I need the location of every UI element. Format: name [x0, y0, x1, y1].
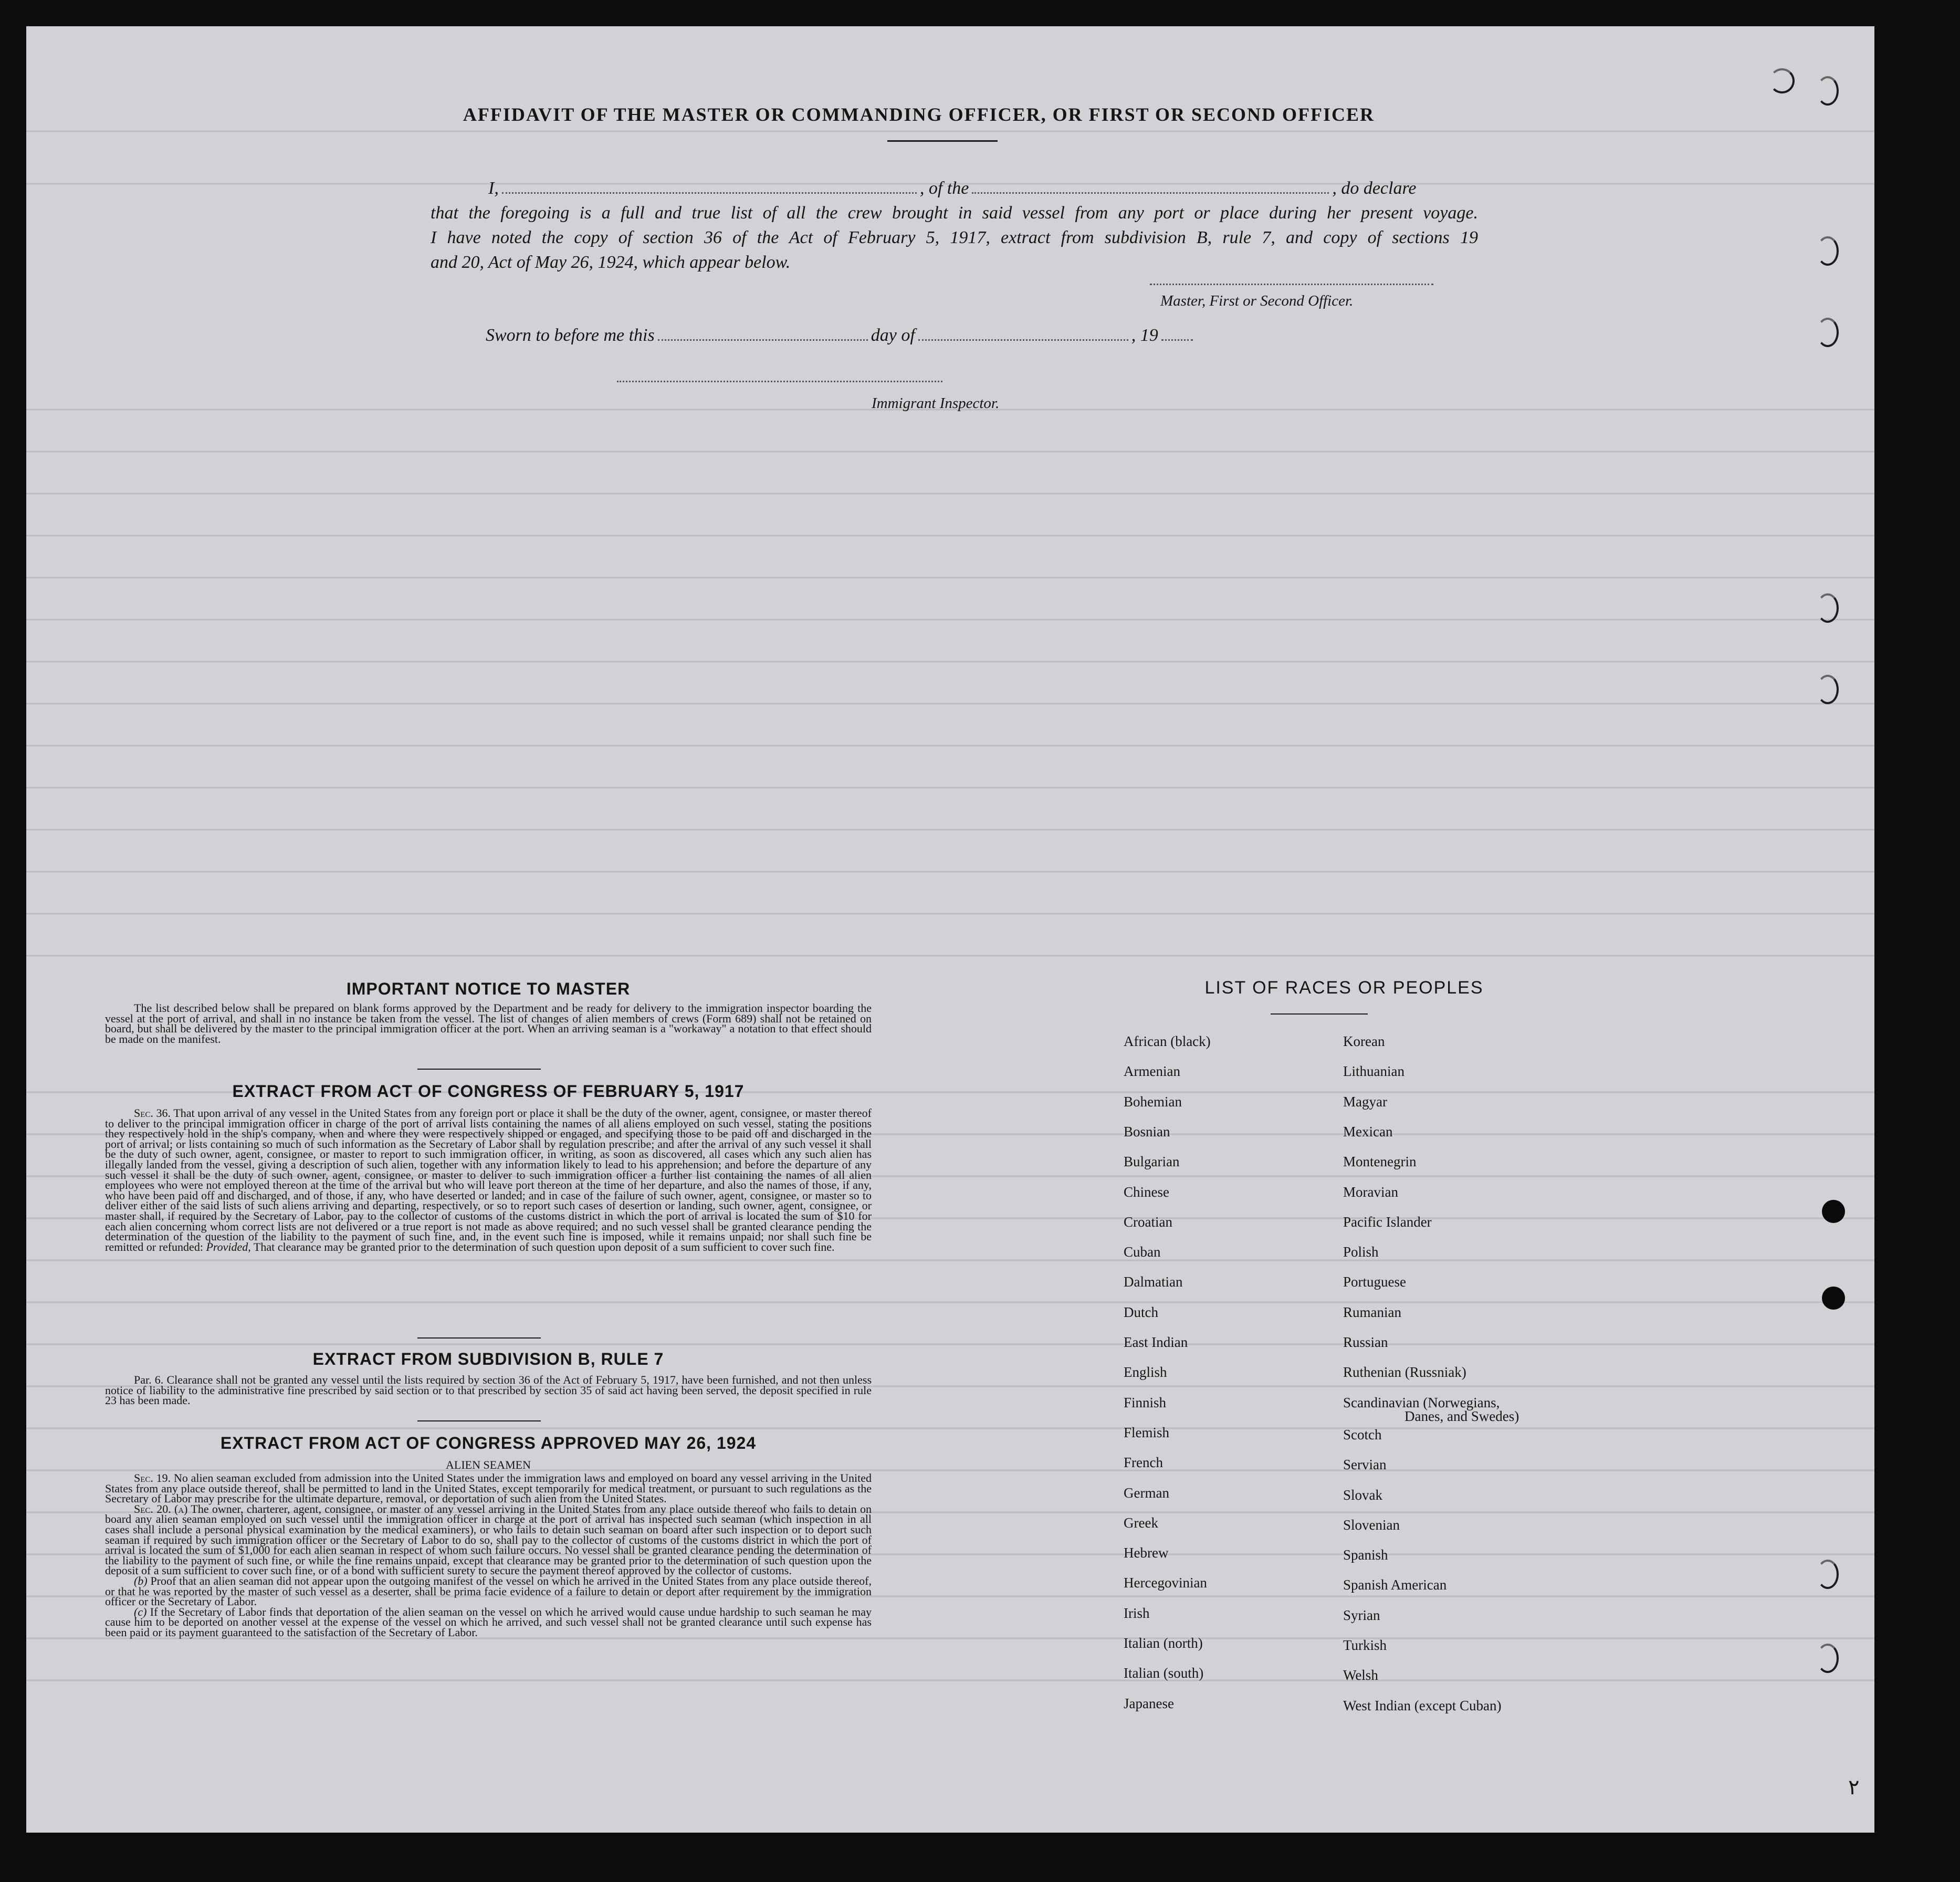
affidavit-of-the: , of the: [919, 179, 969, 198]
race-item: Korean: [1343, 1033, 1385, 1049]
race-continuation: Danes, and Swedes): [1405, 1408, 1519, 1424]
race-item: Finnish: [1124, 1395, 1167, 1410]
alien-seamen-subtitle: ALIEN SEAMEN: [446, 1458, 531, 1471]
race-item: Welsh: [1343, 1667, 1378, 1683]
race-item: Cuban: [1124, 1244, 1161, 1260]
race-item: Slovak: [1343, 1487, 1383, 1503]
race-item: Magyar: [1343, 1094, 1387, 1110]
affidavit-line-1: [431, 176, 1478, 201]
binder-hole: [1769, 68, 1795, 93]
provided-label: Provided,: [206, 1240, 251, 1253]
race-item: Servian: [1343, 1457, 1387, 1472]
binder-hole: [1817, 236, 1839, 266]
provided-text: That clearance may be granted prior to the determination of such question upon deposit of a sum sufficient to cover such fine.: [253, 1240, 835, 1253]
race-item: Polish: [1343, 1244, 1379, 1260]
extract-1917-title: EXTRACT FROM ACT OF CONGRESS OF FEBRUARY 5, 1917: [232, 1082, 745, 1101]
race-item: Italian (south): [1124, 1665, 1204, 1681]
binder-hole: [1817, 593, 1839, 623]
race-item: Russian: [1343, 1334, 1388, 1350]
race-item: Lithuanian: [1343, 1063, 1405, 1079]
race-item: Bosnian: [1124, 1124, 1170, 1139]
binder-hole: [1817, 318, 1839, 347]
affidavit-title: AFFIDAVIT OF THE MASTER OR COMMANDING OFFICER, OR FIRST OR SECOND OFFICER: [463, 104, 1375, 125]
race-item: African (black): [1124, 1033, 1211, 1049]
affidavit-i: I,: [488, 179, 499, 198]
sec20a-text: The owner, charterer, agent, consignee, or master of any vessel arriving in the United States from any place outside thereof who fails to detain on board any alien seaman employed on such vessel until the immigration officer in charge at the port of arrival has inspected such seaman (which inspection in all cases shall include a personal physical examination by the medical examiners), or who fails to detain such seaman on board after such inspection or to deport such seaman if required by such immigration officer or the Secretary of Labor to do so, shall pay to the collector of customs of the customs district in which the port of arrival is located the sum of $1,000 for each alien seaman in respect of whom such failure occurs. No vessel shall be granted clearance pending the determination of the liability to the payment of such fine, or while the fine remains unpaid, except that clearance may be granted prior to the determination of such question upon the deposit of a sum sufficient to cover such fine, or of a bond with sufficient surety to secure the payment thereof approved by the collector of customs.: [105, 1502, 872, 1577]
race-item: Japanese: [1124, 1696, 1174, 1711]
inspector-signature-blank[interactable]: [617, 381, 942, 382]
sec20b-text: Proof that an alien seaman did not appear upon the outgoing manifest of the vessel on which he arrived in the United States from any place outside thereof, or that he was reported by the master of such vessel as a deserter, shall be prima facie evidence of a failure to detain or deport after requirement by the immigration officer or the Secretary of Labor.: [105, 1574, 872, 1608]
race-item: Slovenian: [1343, 1517, 1400, 1533]
races-underline: [1271, 1013, 1368, 1015]
race-item: Bulgarian: [1124, 1154, 1180, 1169]
race-item: Italian (north): [1124, 1635, 1203, 1651]
affidavit-line-2: that the foregoing is a full and true list of all the crew brought in said vessel from any port or place during her present voyage.: [431, 203, 1478, 223]
binder-hole-punched: [1822, 1287, 1845, 1310]
inspector-label: Immigrant Inspector.: [872, 395, 1000, 412]
sec19-label: Sec. 19.: [134, 1471, 171, 1484]
race-item: Chinese: [1124, 1184, 1169, 1200]
race-item: West Indian (except Cuban): [1343, 1698, 1502, 1713]
race-item: Moravian: [1343, 1184, 1398, 1200]
race-item: Dalmatian: [1124, 1274, 1183, 1290]
rule7-text: [105, 1375, 872, 1406]
race-item: English: [1124, 1364, 1167, 1380]
race-item: Turkish: [1343, 1637, 1387, 1653]
race-item: Dutch: [1124, 1304, 1158, 1320]
race-item: Bohemian: [1124, 1094, 1182, 1110]
sec36-label: Sec. 36.: [134, 1106, 171, 1120]
races-title: LIST OF RACES OR PEOPLES: [1204, 978, 1484, 998]
sec20a-label: Sec. 20. (a): [134, 1502, 188, 1515]
race-item: Greek: [1124, 1515, 1158, 1531]
notice-title: IMPORTANT NOTICE TO MASTER: [346, 979, 631, 998]
vessel-blank[interactable]: [972, 192, 1329, 194]
race-item: Mexican: [1343, 1124, 1393, 1139]
sec19-text: No alien seaman excluded from admission into the United States under the immigration laws and employed on board any vessel arriving in the United States from any place outside thereof, shall be permitted to land in the United States, except temporarily for medical treatment, or pursuant to such regulations as the Secretary of Labor may prescribe for the ultimate departure, removal, or deportation of such alien from the United States.: [105, 1471, 872, 1505]
notice-paragraph: The list described below shall be prepared on blank forms approved by the Department and be ready for delivery to the immigration inspector boarding the vessel at the port of arrival, and shall in no instance be taken from the vessel. The list of changes of alien members of crews (Form 689) shall not be retained on board, but shall be delivered by the master to the principal immigration officer at the port. When an arriving seaman is a "workaway" a notation to that effect should be made on the manifest.: [105, 1001, 872, 1045]
race-item: Hercegovinian: [1124, 1575, 1207, 1591]
binder-hole: [1817, 76, 1839, 106]
race-item: Hebrew: [1124, 1545, 1169, 1561]
race-item: Montenegrin: [1343, 1154, 1417, 1169]
binder-hole: [1817, 1644, 1839, 1673]
race-item: Flemish: [1124, 1425, 1170, 1440]
affidavit-line-3: I have noted the copy of section 36 of the Act of February 5, 1917, extract from subdivision B, rule 7, and copy of sections 19: [431, 228, 1478, 247]
sec36-text: That upon arrival of any vessel in the United States from any foreign port or place it shall be the duty of the owner, agent, consignee, or master thereof to deliver to the principal immigration officer in charge of the port of arrival lists containing the names of all aliens employed on such vessel, stating the positions they respectively hold in the ship's company, when and where they were respectively shipped or engaged, and specifying those to be paid off and discharged in the port of arrival; or lists containing so much of such information as the Secretary of Labor shall by regulation prescribe; and after the arrival of any such vessel it shall be the duty of such owner, agent, consignee, or master to report to such immigration officer, in writing, as soon as discovered, all cases which any such alien has illegally landed from the vessel, giving a description of such alien, together with any information likely to lead to his apprehension; and before the departure of any such vessel it shall be the duty of such owner, agent, consignee, or master to deliver to such immigration officer a further list containing the names of all alien employees who were not employed thereon at the time of the arrival but who will leave port thereon at the time of her departure, and also the names of those, if any, who have been paid off and discharged, and of those, if any, who have deserted or landed; and in case of the failure of such owner, agent, consignee, or master so to deliver either of the said lists of such aliens arriving and departing, respectively, or so to report such cases of desertion or landing, such owner, agent, consignee, or master shall, if required by the Secretary of Labor, pay to the collector of customs of the customs district in which the port of arrival is located the sum of $10 for each alien concerning whom correct lists are not delivered or a true report is not made as above required; and no such vessel shall be granted clearance pending the determination of the question of the liability to the payment of such fine, and, in the event such fine is imposed, while it remains unpaid; nor shall such fine be remitted or refunded:: [105, 1106, 872, 1253]
sec20c-label: (c): [134, 1605, 147, 1618]
race-item: Scandinavian (Norwegians,: [1343, 1395, 1500, 1410]
document-sheet: [26, 26, 1874, 1833]
page-mark: ۲: [1848, 1775, 1860, 1799]
sworn-label: Sworn to before me this: [486, 326, 655, 345]
signature-blank[interactable]: [1150, 284, 1433, 285]
race-item: Scotch: [1343, 1427, 1382, 1442]
divider: [417, 1420, 541, 1421]
affidavit-declare: , do declare: [1332, 179, 1417, 198]
race-item: Rumanian: [1343, 1304, 1401, 1320]
binder-hole: [1817, 1560, 1839, 1589]
affidavit-line-4: and 20, Act of May 26, 1924, which appear below.: [431, 253, 791, 272]
race-item: German: [1124, 1485, 1169, 1501]
title-underline: [887, 140, 998, 142]
month-blank[interactable]: [918, 339, 1128, 341]
signature-label: Master, First or Second Officer.: [1160, 292, 1354, 309]
extract-1924-text: [105, 1473, 872, 1638]
binder-hole-punched: [1822, 1200, 1845, 1223]
sec20c-text: If the Secretary of Labor finds that deportation of the alien seaman on the vessel on which he arrived would cause undue hardship to such seaman he may cause him to be deported on another vessel at the expense of the vessel on which he arrived, and such vessel shall not be granted clearance until such expense has been paid or its payment guaranteed to the satisfaction of the Secretary of Labor.: [105, 1605, 872, 1639]
name-blank[interactable]: [502, 192, 917, 194]
notice-text: [105, 1003, 872, 1044]
extract-1917-text: [105, 1108, 872, 1252]
divider: [417, 1069, 541, 1070]
sworn-line: [486, 323, 1196, 348]
rule7-paragraph: Par. 6. Clearance shall not be granted any vessel until the lists required by section 36 of the Act of February 5, 1917, have been furnished, and not then unless notice of liability to the administrative fine prescribed by said section or to that prescribed by section 35 of said act having been served, the deposit specified in rule 23 has been made.: [105, 1373, 872, 1407]
day-of-label: day of: [871, 326, 915, 345]
race-item: Pacific Islander: [1343, 1214, 1432, 1230]
rule7-title: EXTRACT FROM SUBDIVISION B, RULE 7: [312, 1350, 664, 1368]
race-item: Armenian: [1124, 1063, 1180, 1079]
race-item: Ruthenian (Russniak): [1343, 1364, 1466, 1380]
sworn-day-blank[interactable]: [658, 339, 868, 341]
race-item: Croatian: [1124, 1214, 1172, 1230]
race-item: French: [1124, 1455, 1163, 1470]
extract-1924-title: EXTRACT FROM ACT OF CONGRESS APPROVED MAY 26, 1924: [220, 1434, 757, 1452]
binder-hole: [1817, 675, 1839, 704]
year-prefix: , 19: [1131, 326, 1158, 345]
sec20b-label: (b): [134, 1574, 148, 1587]
race-item: Irish: [1124, 1605, 1150, 1621]
race-item: Spanish American: [1343, 1577, 1447, 1593]
race-item: Syrian: [1343, 1607, 1380, 1623]
race-item: Spanish: [1343, 1547, 1388, 1563]
divider: [417, 1337, 541, 1339]
race-item: Portuguese: [1343, 1274, 1406, 1290]
race-item: East Indian: [1124, 1334, 1188, 1350]
year-blank[interactable]: [1161, 339, 1193, 341]
affidavit-body: [431, 176, 1478, 275]
